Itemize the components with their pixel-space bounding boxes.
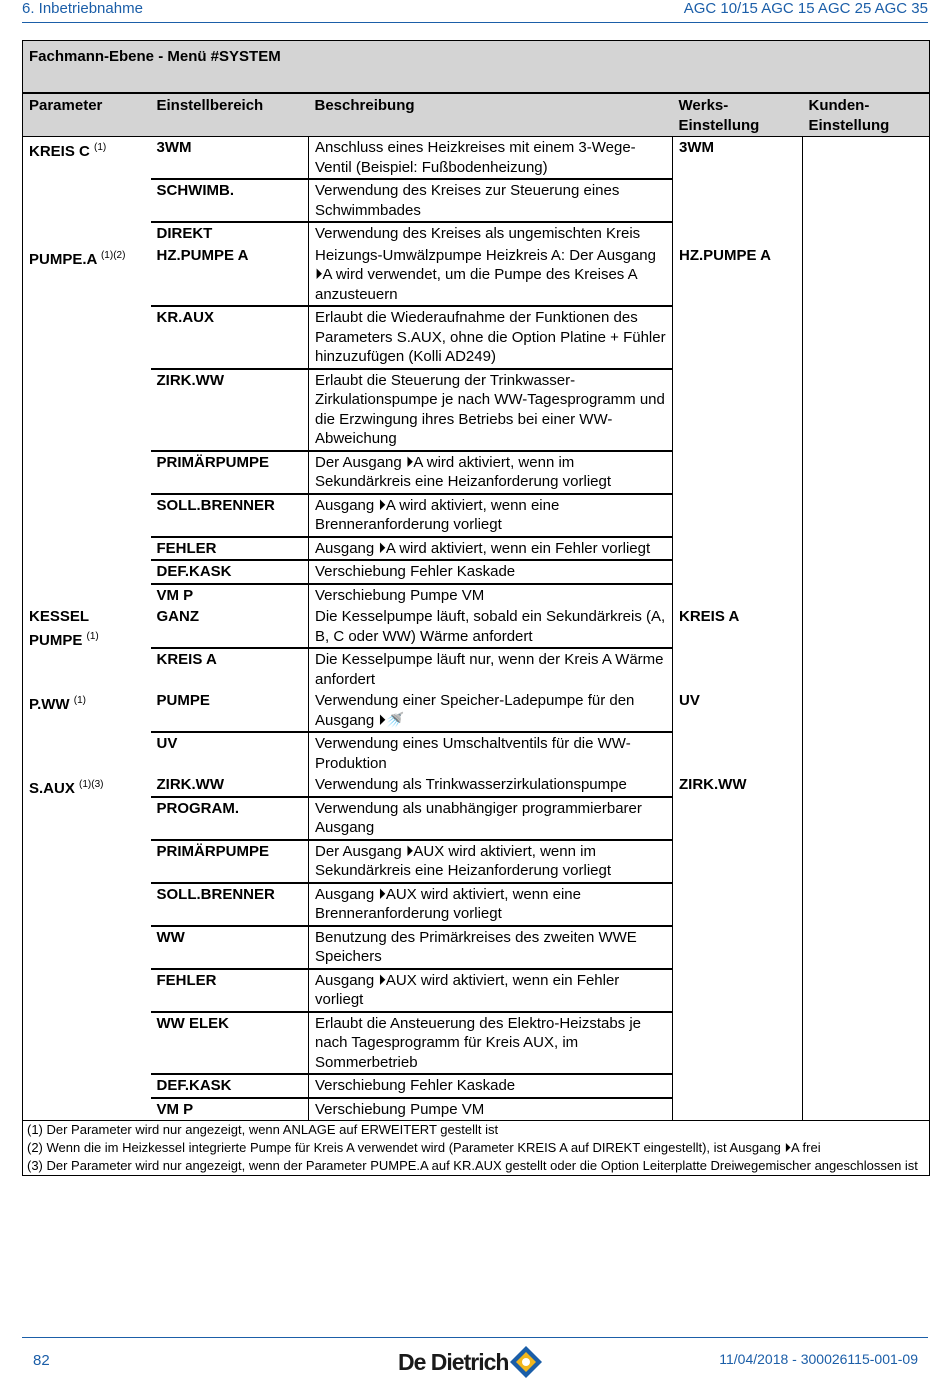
range-cell: WW	[151, 926, 309, 969]
range-cell: ZIRK.WW	[151, 369, 309, 451]
footnote-ref: (1)	[94, 142, 107, 153]
description-cell: Ausgang ⏵A wird aktiviert, wenn ein Fehler vorliegt	[309, 537, 673, 561]
range-cell: HZ.PUMPE A	[151, 245, 309, 307]
range-cell: SOLL.BRENNER	[151, 883, 309, 926]
parameter-name: PUMPE.A	[29, 250, 97, 268]
parameter-name: KESSEL PUMPE	[29, 608, 89, 649]
table-row	[23, 690, 930, 732]
section-heading: 6. Inbetriebnahme	[22, 0, 143, 17]
description-cell: Ausgang ⏵AUX wird aktiviert, wenn eine Brenneranforderung vorliegt	[309, 883, 673, 926]
description-cell: Benutzung des Primärkreises des zweiten WWE Speichers	[309, 926, 673, 969]
description-cell: Verwendung als Trinkwasserzirkulationspumpe	[309, 774, 673, 797]
col-header-description: Beschreibung	[309, 93, 673, 137]
factory-setting-cell: UV	[673, 690, 803, 774]
parameter-name: KREIS C	[29, 143, 90, 160]
range-cell: PUMPE	[151, 690, 309, 732]
range-cell: FEHLER	[151, 969, 309, 1012]
footnote-2: (2) Wenn die im Heizkessel integrierte Pumpe für Kreis A verwendet wird (Parameter KREIS A auf DIREKT eingestellt), ist Ausgang ⏵A frei	[27, 1140, 821, 1155]
range-cell: VM P	[156, 586, 194, 604]
customer-setting-cell	[803, 137, 930, 245]
description-cell: Heizungs-Umwälzpumpe Heizkreis A: Der Ausgang ⏵A wird verwendet, um die Pumpe des Kreises A anzusteuern	[309, 245, 673, 307]
description-cell: Der Ausgang ⏵A wird aktiviert, wenn im Sekundärkreis eine Heizanforderung vorliegt	[309, 451, 673, 494]
range-cell: SCHWIMB.	[151, 179, 309, 222]
model-list: AGC 10/15 AGC 15 AGC 25 AGC 35	[683, 0, 928, 17]
description-cell: Erlaubt die Ansteuerung des Elektro-Heizstabs je nach Tagesprogramm für Kreis AUX, im Sommerbetrieb	[309, 1012, 673, 1075]
description-cell: Die Kesselpumpe läuft nur, wenn der Kreis A Wärme anfordert	[309, 648, 673, 690]
parameter-cell	[23, 774, 151, 1121]
factory-setting-cell: KREIS A	[673, 606, 803, 690]
document-reference: 11/04/2018 - 300026115-001-09	[719, 1351, 918, 1367]
range-cell: KREIS A	[156, 651, 217, 668]
col-header-factory-setting: Werks-Einstellung	[673, 93, 803, 137]
description-cell: Verschiebung Pumpe VM	[309, 584, 673, 607]
factory-setting-cell: HZ.PUMPE A	[673, 245, 803, 607]
description-cell: Ausgang ⏵AUX wird aktiviert, wenn ein Fehler vorliegt	[309, 969, 673, 1012]
footnote-ref: (1)(3)	[79, 779, 104, 790]
table-body	[23, 137, 930, 1121]
parameter-name: P.WW	[29, 696, 70, 713]
range-cell: SOLL.BRENNER	[151, 494, 309, 537]
parameter-cell	[23, 606, 151, 690]
customer-setting-cell	[803, 774, 930, 1121]
parameter-cell	[23, 245, 151, 607]
description-cell: Verwendung des Kreises als ungemischten Kreis	[309, 222, 673, 245]
description-cell: Verwendung als unabhängiger programmierbarer Ausgang	[309, 797, 673, 840]
range-cell: PRIMÄRPUMPE	[151, 451, 309, 494]
range-cell: FEHLER	[151, 537, 309, 561]
description-cell: Die Kesselpumpe läuft, sobald ein Sekundärkreis (A, B, C oder WW) Wärme anfordert	[309, 606, 673, 648]
description-cell: Verwendung einer Speicher-Ladepumpe für den Ausgang ⏵🚿	[309, 690, 673, 732]
customer-setting-cell	[803, 245, 930, 607]
footnote-ref: (1)(2)	[100, 249, 126, 261]
col-header-customer-setting: Kunden-Einstellung	[803, 93, 930, 137]
description-cell: Erlaubt die Steuerung der Trinkwasser-Zirkulationspumpe je nach WW-Tagesprogramm und die Erzwingung ihres Betriebs bei einer WW-Abweichung	[309, 369, 673, 451]
footnote-ref: (1)	[86, 630, 99, 642]
description-cell: Der Ausgang ⏵AUX wird aktiviert, wenn im Sekundärkreis eine Heizanforderung vorliegt	[309, 840, 673, 883]
parameter-cell	[23, 137, 151, 245]
table-row	[23, 137, 930, 180]
range-cell: DEF.KASK	[151, 1074, 309, 1098]
range-cell: KR.AUX	[151, 306, 309, 369]
brand-logo	[398, 1344, 544, 1380]
description-cell: Verschiebung Fehler Kaskade	[309, 560, 673, 584]
factory-setting-cell: ZIRK.WW	[673, 774, 803, 1121]
header-divider	[22, 22, 928, 23]
description-cell: Erlaubt die Wiederaufnahme der Funktionen des Parameters S.AUX, ohne die Option Platine + Fühler hinzuzufügen (Kolli AD249)	[309, 306, 673, 369]
table-row	[23, 245, 930, 307]
range-cell: DIREKT	[156, 225, 213, 242]
range-cell: VM P	[156, 1100, 194, 1118]
col-header-range: Einstellbereich	[151, 93, 309, 137]
range-cell: UV	[156, 735, 178, 752]
system-menu-table-wrapper	[22, 40, 929, 1176]
col-header-parameter: Parameter	[23, 93, 151, 137]
footnote-ref: (1)	[73, 695, 86, 706]
table-row	[23, 774, 930, 797]
range-cell: 3WM	[151, 137, 309, 180]
range-cell: GANZ	[151, 606, 309, 648]
customer-setting-cell	[803, 690, 930, 774]
customer-setting-cell	[803, 606, 930, 690]
footnote-1: (1) Der Parameter wird nur angezeigt, wenn ANLAGE auf ERWEITERT gestellt ist	[27, 1122, 499, 1137]
description-cell: Verwendung des Kreises zur Steuerung eines Schwimmbades	[309, 179, 673, 222]
description-cell: Verschiebung Fehler Kaskade	[309, 1074, 673, 1098]
column-header-row	[23, 93, 930, 137]
range-cell: PROGRAM.	[151, 797, 309, 840]
range-cell: DEF.KASK	[151, 560, 309, 584]
table-row	[23, 606, 930, 648]
factory-setting-cell: 3WM	[673, 137, 803, 245]
page-number: 82	[33, 1352, 50, 1369]
description-cell: Anschluss eines Heizkreises mit einem 3-Wege-Ventil (Beispiel: Fußbodenheizung)	[309, 137, 673, 180]
parameter-name: S.AUX	[29, 780, 75, 797]
description-cell: Verschiebung Pumpe VM	[309, 1098, 673, 1121]
range-cell: PRIMÄRPUMPE	[151, 840, 309, 883]
brand-name: De Dietrich	[398, 1348, 509, 1375]
range-cell: ZIRK.WW	[151, 774, 309, 797]
description-cell: Verwendung eines Umschaltventils für die WW-Produktion	[309, 732, 673, 774]
footnotes	[23, 1121, 930, 1176]
parameter-cell	[23, 690, 151, 774]
table-title: Fachmann-Ebene - Menü #SYSTEM	[23, 41, 930, 94]
footnote-3: (3) Der Parameter wird nur angezeigt, wenn der Parameter PUMPE.A auf KR.AUX gestellt oder die Option Leiterplatte Dreiwegemischer angeschlossen ist	[27, 1158, 918, 1173]
footnotes-row	[23, 1121, 930, 1176]
description-cell: Ausgang ⏵A wird aktiviert, wenn eine Brenneranforderung vorliegt	[309, 494, 673, 537]
table-title-row	[23, 41, 930, 94]
range-cell: WW ELEK	[151, 1012, 309, 1075]
system-menu-table	[22, 40, 930, 1176]
footer-divider	[22, 1337, 928, 1338]
brand-emblem-icon	[508, 1344, 544, 1380]
